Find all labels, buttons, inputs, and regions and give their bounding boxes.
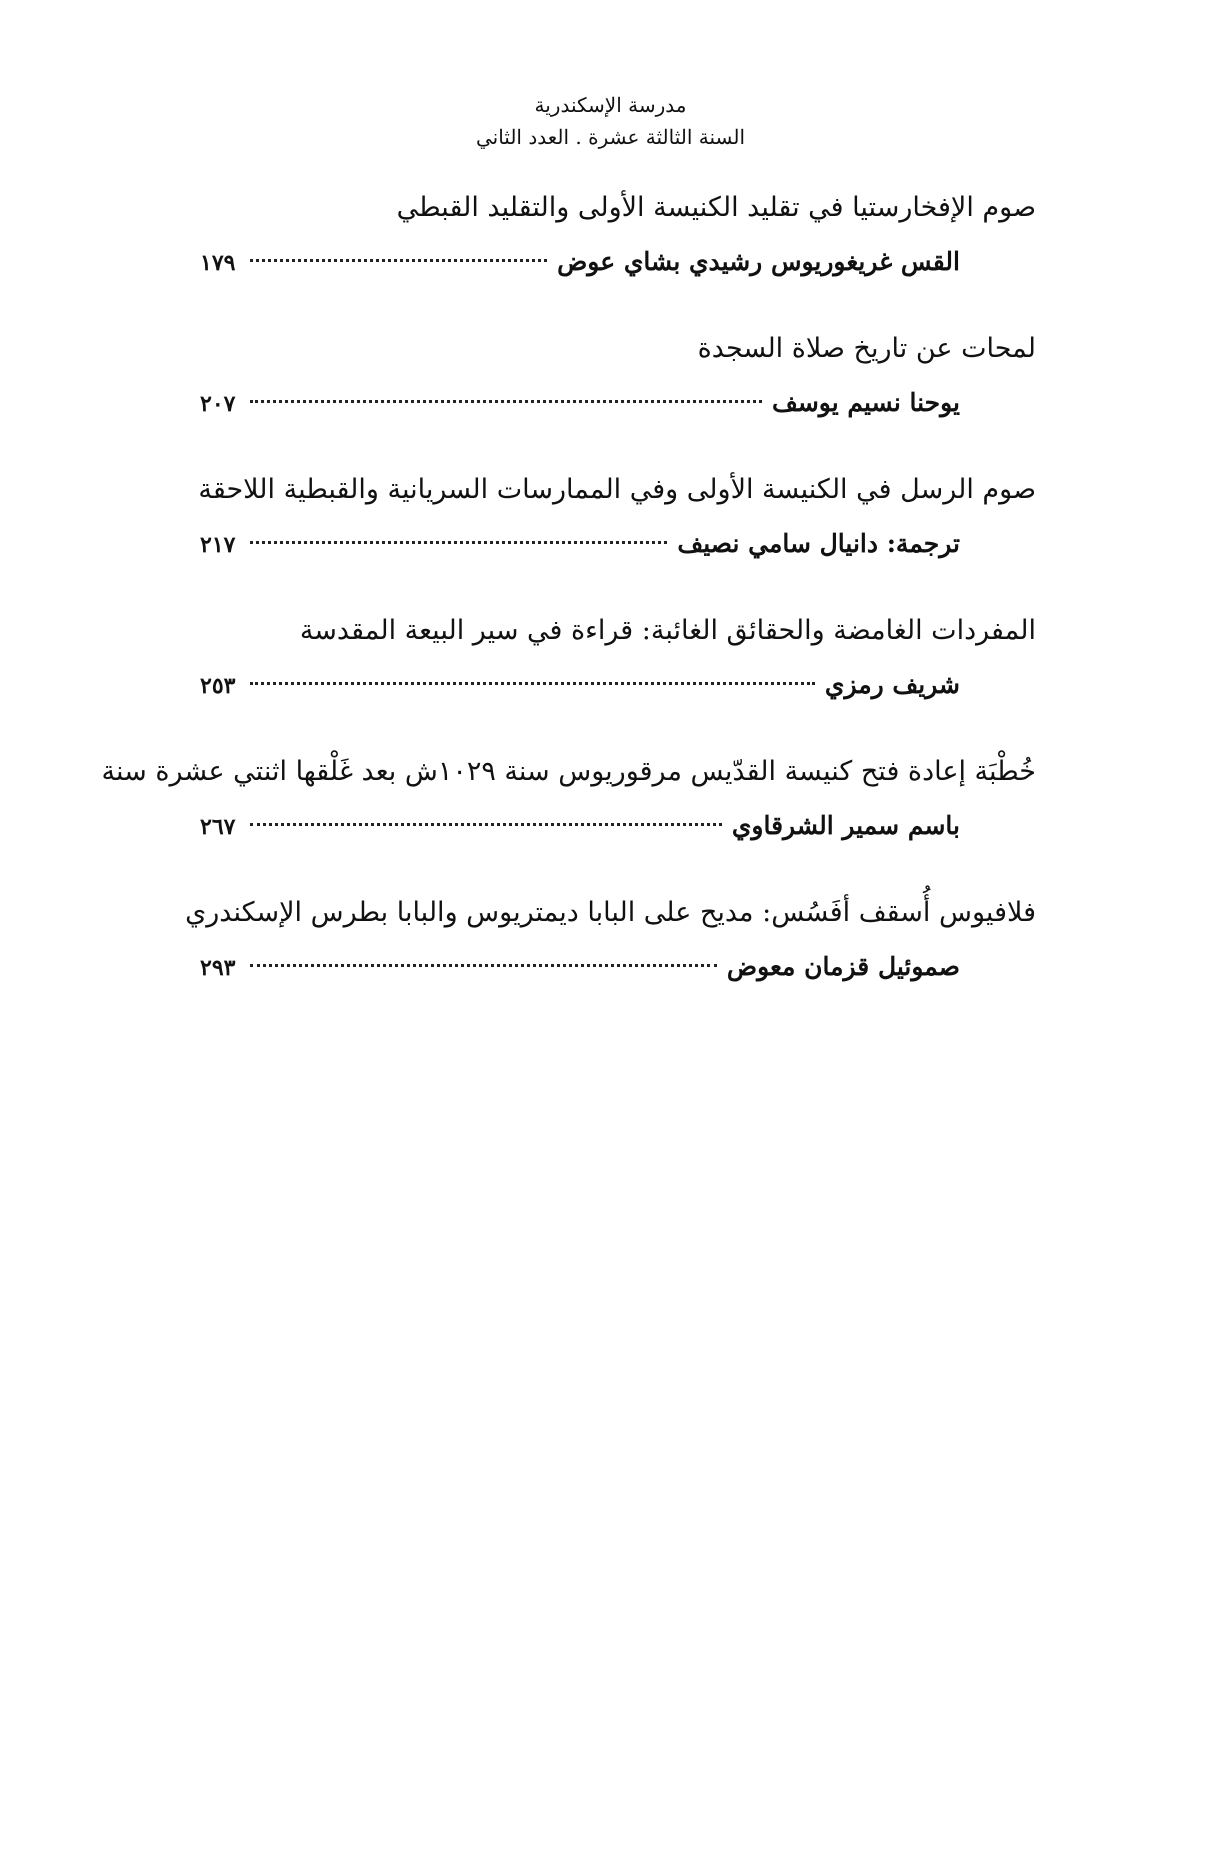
dot-leader [250,541,667,544]
toc-entry [101,750,1036,847]
dot-leader [250,259,547,262]
entry-page-number: ٢٥٣ [200,673,236,699]
entry-author: ترجمة: دانيال سامي نصيف [677,529,960,558]
entry-author-row [200,665,1036,706]
running-header [0,90,1221,154]
entry-author: باسم سمير الشرقاوي [731,811,960,840]
entry-title: صوم الرسل في الكنيسة الأولى وفي الممارسات السريانية والقبطية اللاحقة [198,474,1036,505]
table-of-contents [101,186,1036,1032]
entry-author-row [200,806,1036,847]
entry-title: خُطْبَة إعادة فتح كنيسة القدّيس مرقوريوس سنة ١٠٢٩ش بعد غَلْقها اثنتي عشرة سنة [101,756,1036,787]
toc-entry [200,468,1036,565]
toc-entry [185,891,1036,988]
entry-page-number: ٢٠٧ [200,391,236,417]
dot-leader [250,964,717,967]
entry-author-row [200,524,1036,565]
issue-line: السنة الثالثة عشرة . العدد الثاني [475,125,746,149]
dot-leader [250,400,762,403]
entry-page-number: ١٧٩ [200,250,236,276]
entry-author: صموئيل قزمان معوض [726,952,960,981]
entry-author: يوحنا نسيم يوسف [771,388,960,417]
dot-leader [250,682,815,685]
entry-page-number: ٢١٧ [200,532,236,558]
toc-entry [200,327,1036,424]
entry-page-number: ٢٦٧ [200,814,236,840]
entry-title: المفردات الغامضة والحقائق الغائبة: قراءة في سير البيعة المقدسة [299,615,1036,646]
entry-author: شريف رمزي [824,670,960,699]
entry-title: صوم الإفخارستيا في تقليد الكنيسة الأولى والتقليد القبطي [396,192,1036,223]
entry-page-number: ٢٩٣ [200,955,236,981]
toc-entry [200,609,1036,706]
toc-entry [200,186,1036,283]
entry-author-row [200,383,1036,424]
entry-author: القس غريغوريوس رشيدي بشاي عوض [557,247,960,276]
entry-author-row [200,242,1036,283]
dot-leader [250,823,722,826]
entry-title: لمحات عن تاريخ صلاة السجدة [697,333,1036,364]
entry-author-row [200,947,1036,988]
journal-name: مدرسة الإسكندرية [534,93,687,117]
entry-title: فلافيوس أُسقف أفَسُس: مديح على البابا ديمتريوس والبابا بطرس الإسكندري [185,897,1036,928]
